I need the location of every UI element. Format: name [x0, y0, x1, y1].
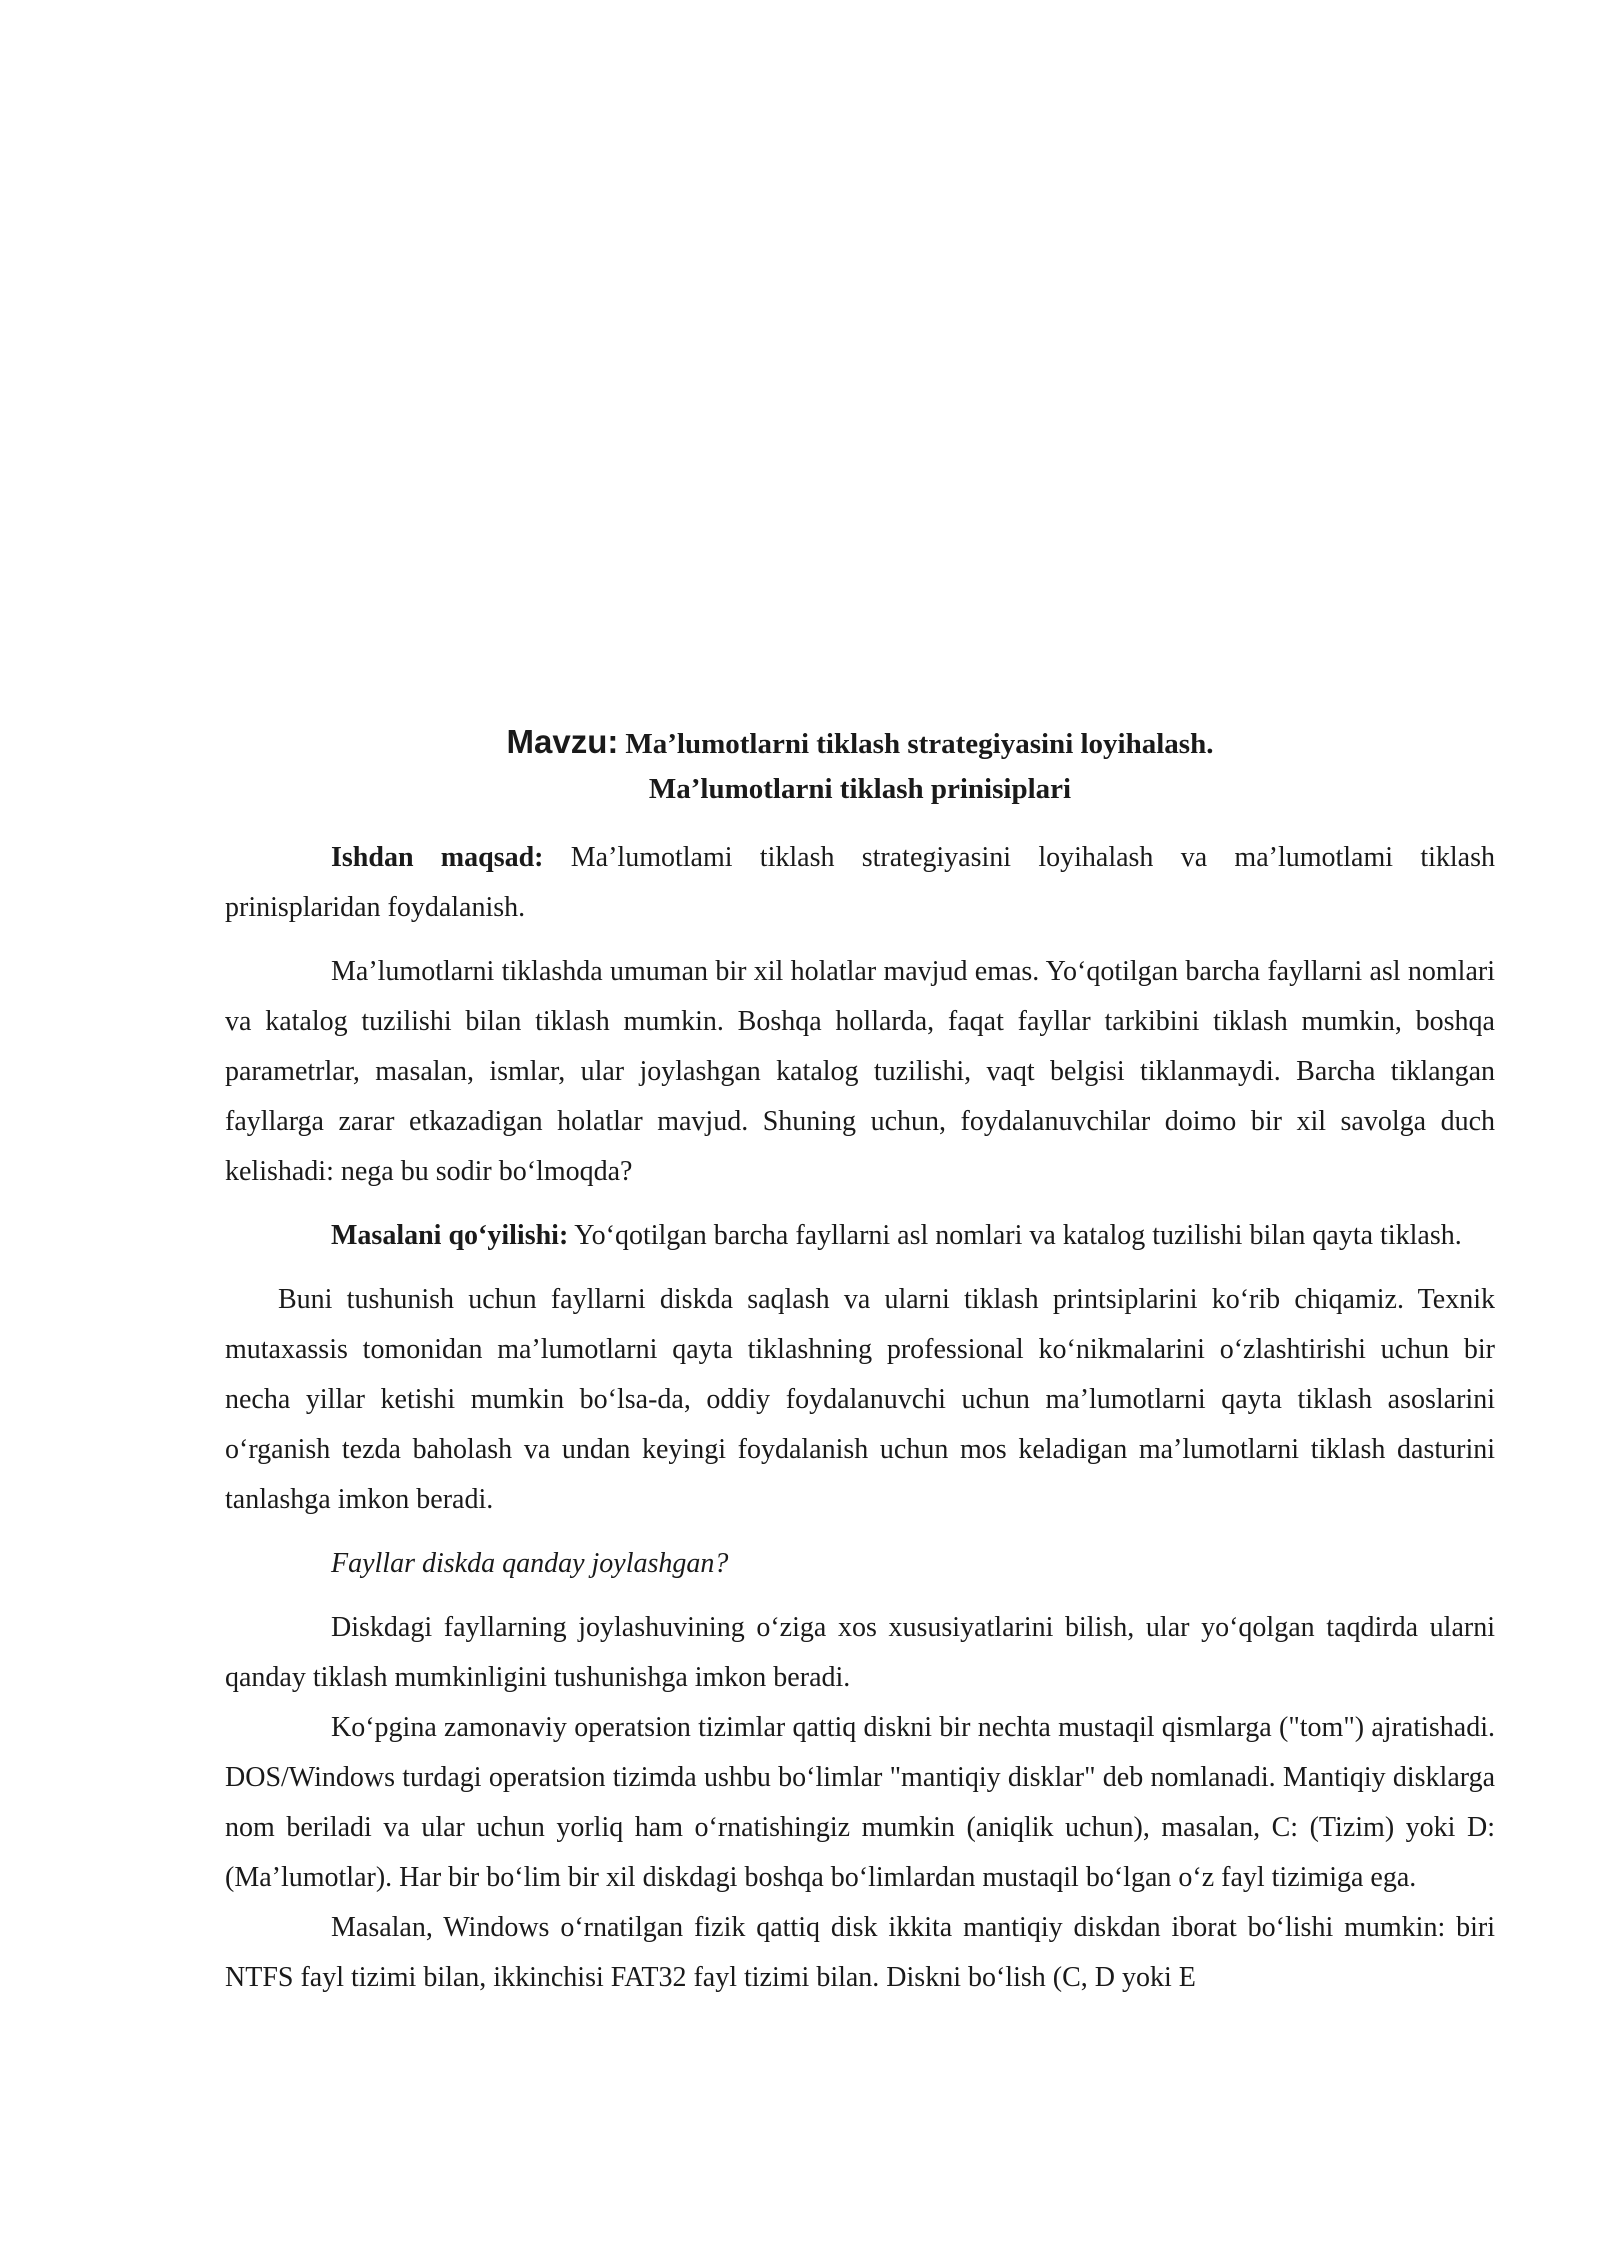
title-line [225, 718, 1495, 769]
example-paragraph: Masalan, Windows o‘rnatilgan fizik qattiq disk ikkita mantiqiy diskdan iborat bo‘lishi mumkin: biri NTFS fayl tizimi bilan, ikkinchisi FAT32 fayl tizimi bilan. Diskni bo‘lish (C, D yoki E [225, 1912, 1495, 1993]
topic-title: Ma’lumotlarni tiklash strategiyasini loyihalash. [625, 728, 1214, 760]
task-text: Yo‘qotilgan barcha fayllarni asl nomlari va katalog tuzilishi bilan qayta tiklash. [568, 1220, 1462, 1251]
understanding-paragraph: Buni tushunish uchun fayllarni diskda saqlash va ularni tiklash printsiplarini ko‘rib chiqamiz. Texnik mutaxassis tomonidan ma’lumotlarni qayta tiklashning professional ko‘nikmalarini o‘zlashtirishi uchun bir necha yillar ketishi mumkin bo‘lsa-da, oddiy foydalanuvchi uchun ma’lumotlarni qayta tiklash asoslarini o‘rganish tezda baholash va undan keyingi foydalanish uchun mos keladigan ma’lumotlarni tiklash dasturini tanlashga imkon beradi. [225, 1284, 1495, 1515]
intro-paragraph: Ma’lumotlarni tiklashda umuman bir xil holatlar mavjud emas. Yo‘qotilgan barcha fayllarni asl nomlari va katalog tuzilishi bilan tiklash mumkin. Boshqa hollarda, faqat fayllar tarkibini tiklash mumkin, boshqa parametrlar, masalan, ismlar, ular joylashgan katalog tuzilishi, vaqt belgisi tiklanmaydi. Barcha tiklangan fayllarga zarar etkazadigan holatlar mavjud. Shuning uchun, foydalanuvchilar doimo bir xil savolga duch kelishadi: nega bu sodir bo‘lmoqda? [225, 956, 1495, 1187]
goal-paragraph [225, 833, 1495, 933]
task-paragraph [225, 1211, 1495, 1261]
disk-paragraph: Diskdagi fayllarning joylashuvining o‘ziga xos xususiyatlarini bilish, ular yo‘qolgan taqdirda ularni qanday tiklash mumkinligini tushunishga imkon beradi. [225, 1612, 1495, 1693]
title-block [225, 718, 1495, 809]
topic-subtitle: Ma’lumotlarni tiklash prinisiplari [648, 773, 1072, 805]
document-body [225, 718, 1495, 2003]
task-label: Masalani qo‘yilishi: [331, 1220, 569, 1251]
section-subheading: Fayllar diskda qanday joylashgan? [331, 1548, 729, 1579]
goal-text: Ma’lumotlami tiklash strategiyasini loyihalash va ma’lumotlami tiklash prinisplaridan foydalanish. [225, 842, 1495, 923]
os-paragraph: Ko‘pgina zamonaviy operatsion tizimlar qattiq diskni bir nechta mustaqil qismlarga ("tom") ajratishadi. DOS/Windows turdagi operatsion tizimda ushbu bo‘limlar "mantiqiy disklar" deb nomlanadi. Mantiqiy disklarga nom beriladi va ular uchun yorliq ham o‘rnatishingiz mumkin (aniqlik uchun), masalan, C: (Tizim) yoki D: (Ma’lumotlar). Har bir bo‘lim bir xil diskdagi boshqa bo‘limlardan mustaqil bo‘lgan o‘z fayl tizimiga ega. [225, 1712, 1495, 1893]
topic-label: Mavzu: [506, 723, 619, 760]
goal-label: Ishdan maqsad: [331, 842, 544, 873]
